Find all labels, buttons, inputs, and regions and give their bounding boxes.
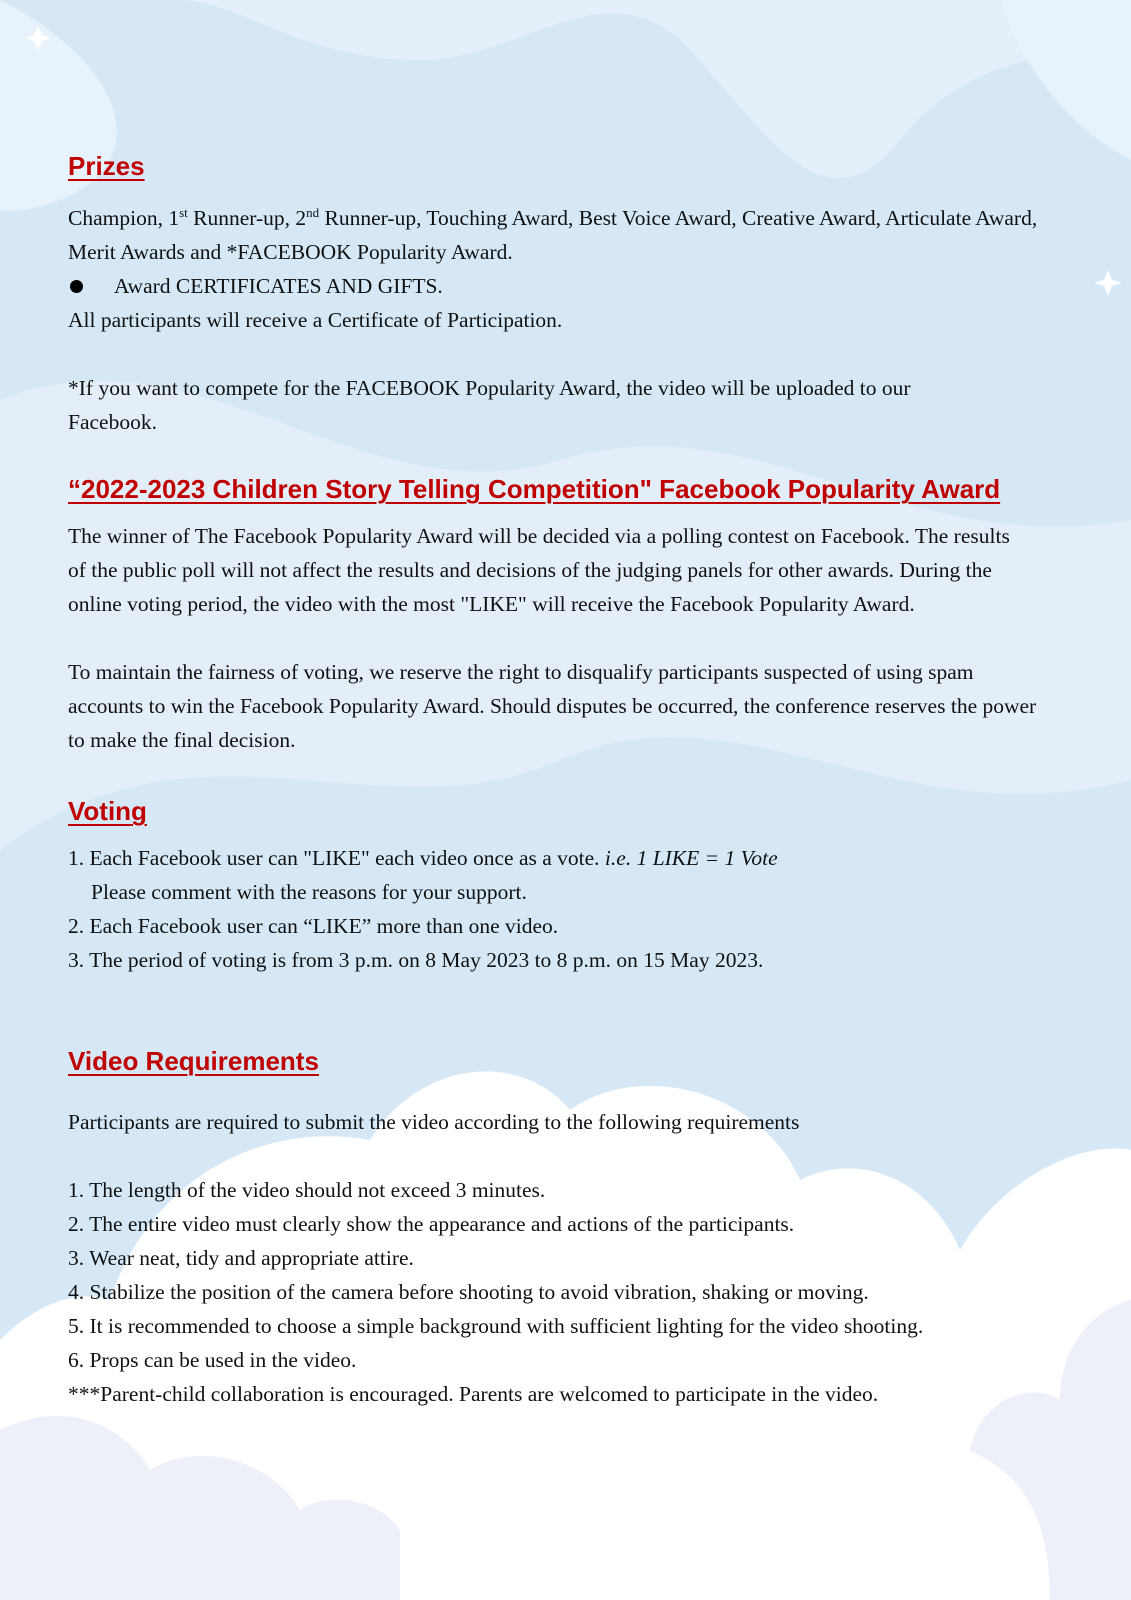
requirement-item: 1. The length of the video should not exceed 3 minutes. [68, 1178, 546, 1203]
awards-list-text [68, 196, 1058, 269]
popularity-paragraph-1: The winner of The Facebook Popularity Award will be decided via a polling contest on Facebook. The results of the public poll will not affect the results and decisions of the judging panels for other awards. During the online voting period, the video with the most "LIKE" will receive the Facebook Popularity Award. [68, 524, 1010, 617]
awards-text-part: Champion, 1 [68, 206, 180, 231]
voting-item-text: 1. Each Facebook user can "LIKE" each video once as a vote. [68, 846, 600, 871]
requirement-item: 4. Stabilize the position of the camera before shooting to avoid vibration, shaking or moving. [68, 1280, 869, 1305]
list-item [68, 269, 1058, 303]
bullet-text: Award CERTIFICATES AND GIFTS. [114, 274, 443, 299]
document-body [68, 146, 1058, 1411]
prizes-heading: Prizes [68, 151, 145, 181]
requirement-item: 6. Props can be used in the video. [68, 1348, 357, 1373]
requirement-item: 5. It is recommended to choose a simple background with sufficient lighting for the video shooting. [68, 1314, 924, 1339]
voting-item-1-continued: Please comment with the reasons for your support. [91, 880, 527, 905]
awards-text-part: Runner-up, Touching Award, Best Voice Award, Creative Award, Articulate Award, Merit Awards and *FACEBOOK Popularity Award. [68, 206, 1038, 265]
bullet-icon [70, 280, 83, 293]
requirement-item: 3. Wear neat, tidy and appropriate attire. [68, 1246, 414, 1271]
superscript: nd [306, 205, 320, 220]
video-requirements-heading: Video Requirements [68, 1046, 319, 1077]
voting-item-emphasis: i.e. 1 LIKE = 1 Vote [604, 846, 778, 871]
awards-text-part: Runner-up, 2 [187, 206, 307, 231]
voting-item-1 [68, 841, 1058, 875]
voting-item-2: 2. Each Facebook user can “LIKE” more than one video. [68, 914, 559, 939]
voting-heading: Voting [68, 796, 147, 827]
superscript: st [179, 205, 188, 220]
popularity-award-heading: “2022-2023 Children Story Telling Competition" Facebook Popularity Award [68, 474, 1001, 505]
video-intro: Participants are required to submit the video according to the following requirements [68, 1110, 800, 1135]
parent-child-note: ***Parent-child collaboration is encouraged. Parents are welcomed to participate in the video. [68, 1382, 879, 1407]
participation-text: All participants will receive a Certificate of Participation. [68, 308, 563, 333]
facebook-note: *If you want to compete for the FACEBOOK Popularity Award, the video will be uploaded to our Facebook. [68, 376, 911, 435]
voting-item-3: 3. The period of voting is from 3 p.m. on 8 May 2023 to 8 p.m. on 15 May 2023. [68, 948, 764, 973]
popularity-paragraph-2: To maintain the fairness of voting, we reserve the right to disqualify participants suspected of using spam accounts to win the Facebook Popularity Award. Should disputes be occurred, the conference reserves the power to make the final decision. [68, 660, 1037, 753]
requirement-item: 2. The entire video must clearly show the appearance and actions of the participants. [68, 1212, 795, 1237]
